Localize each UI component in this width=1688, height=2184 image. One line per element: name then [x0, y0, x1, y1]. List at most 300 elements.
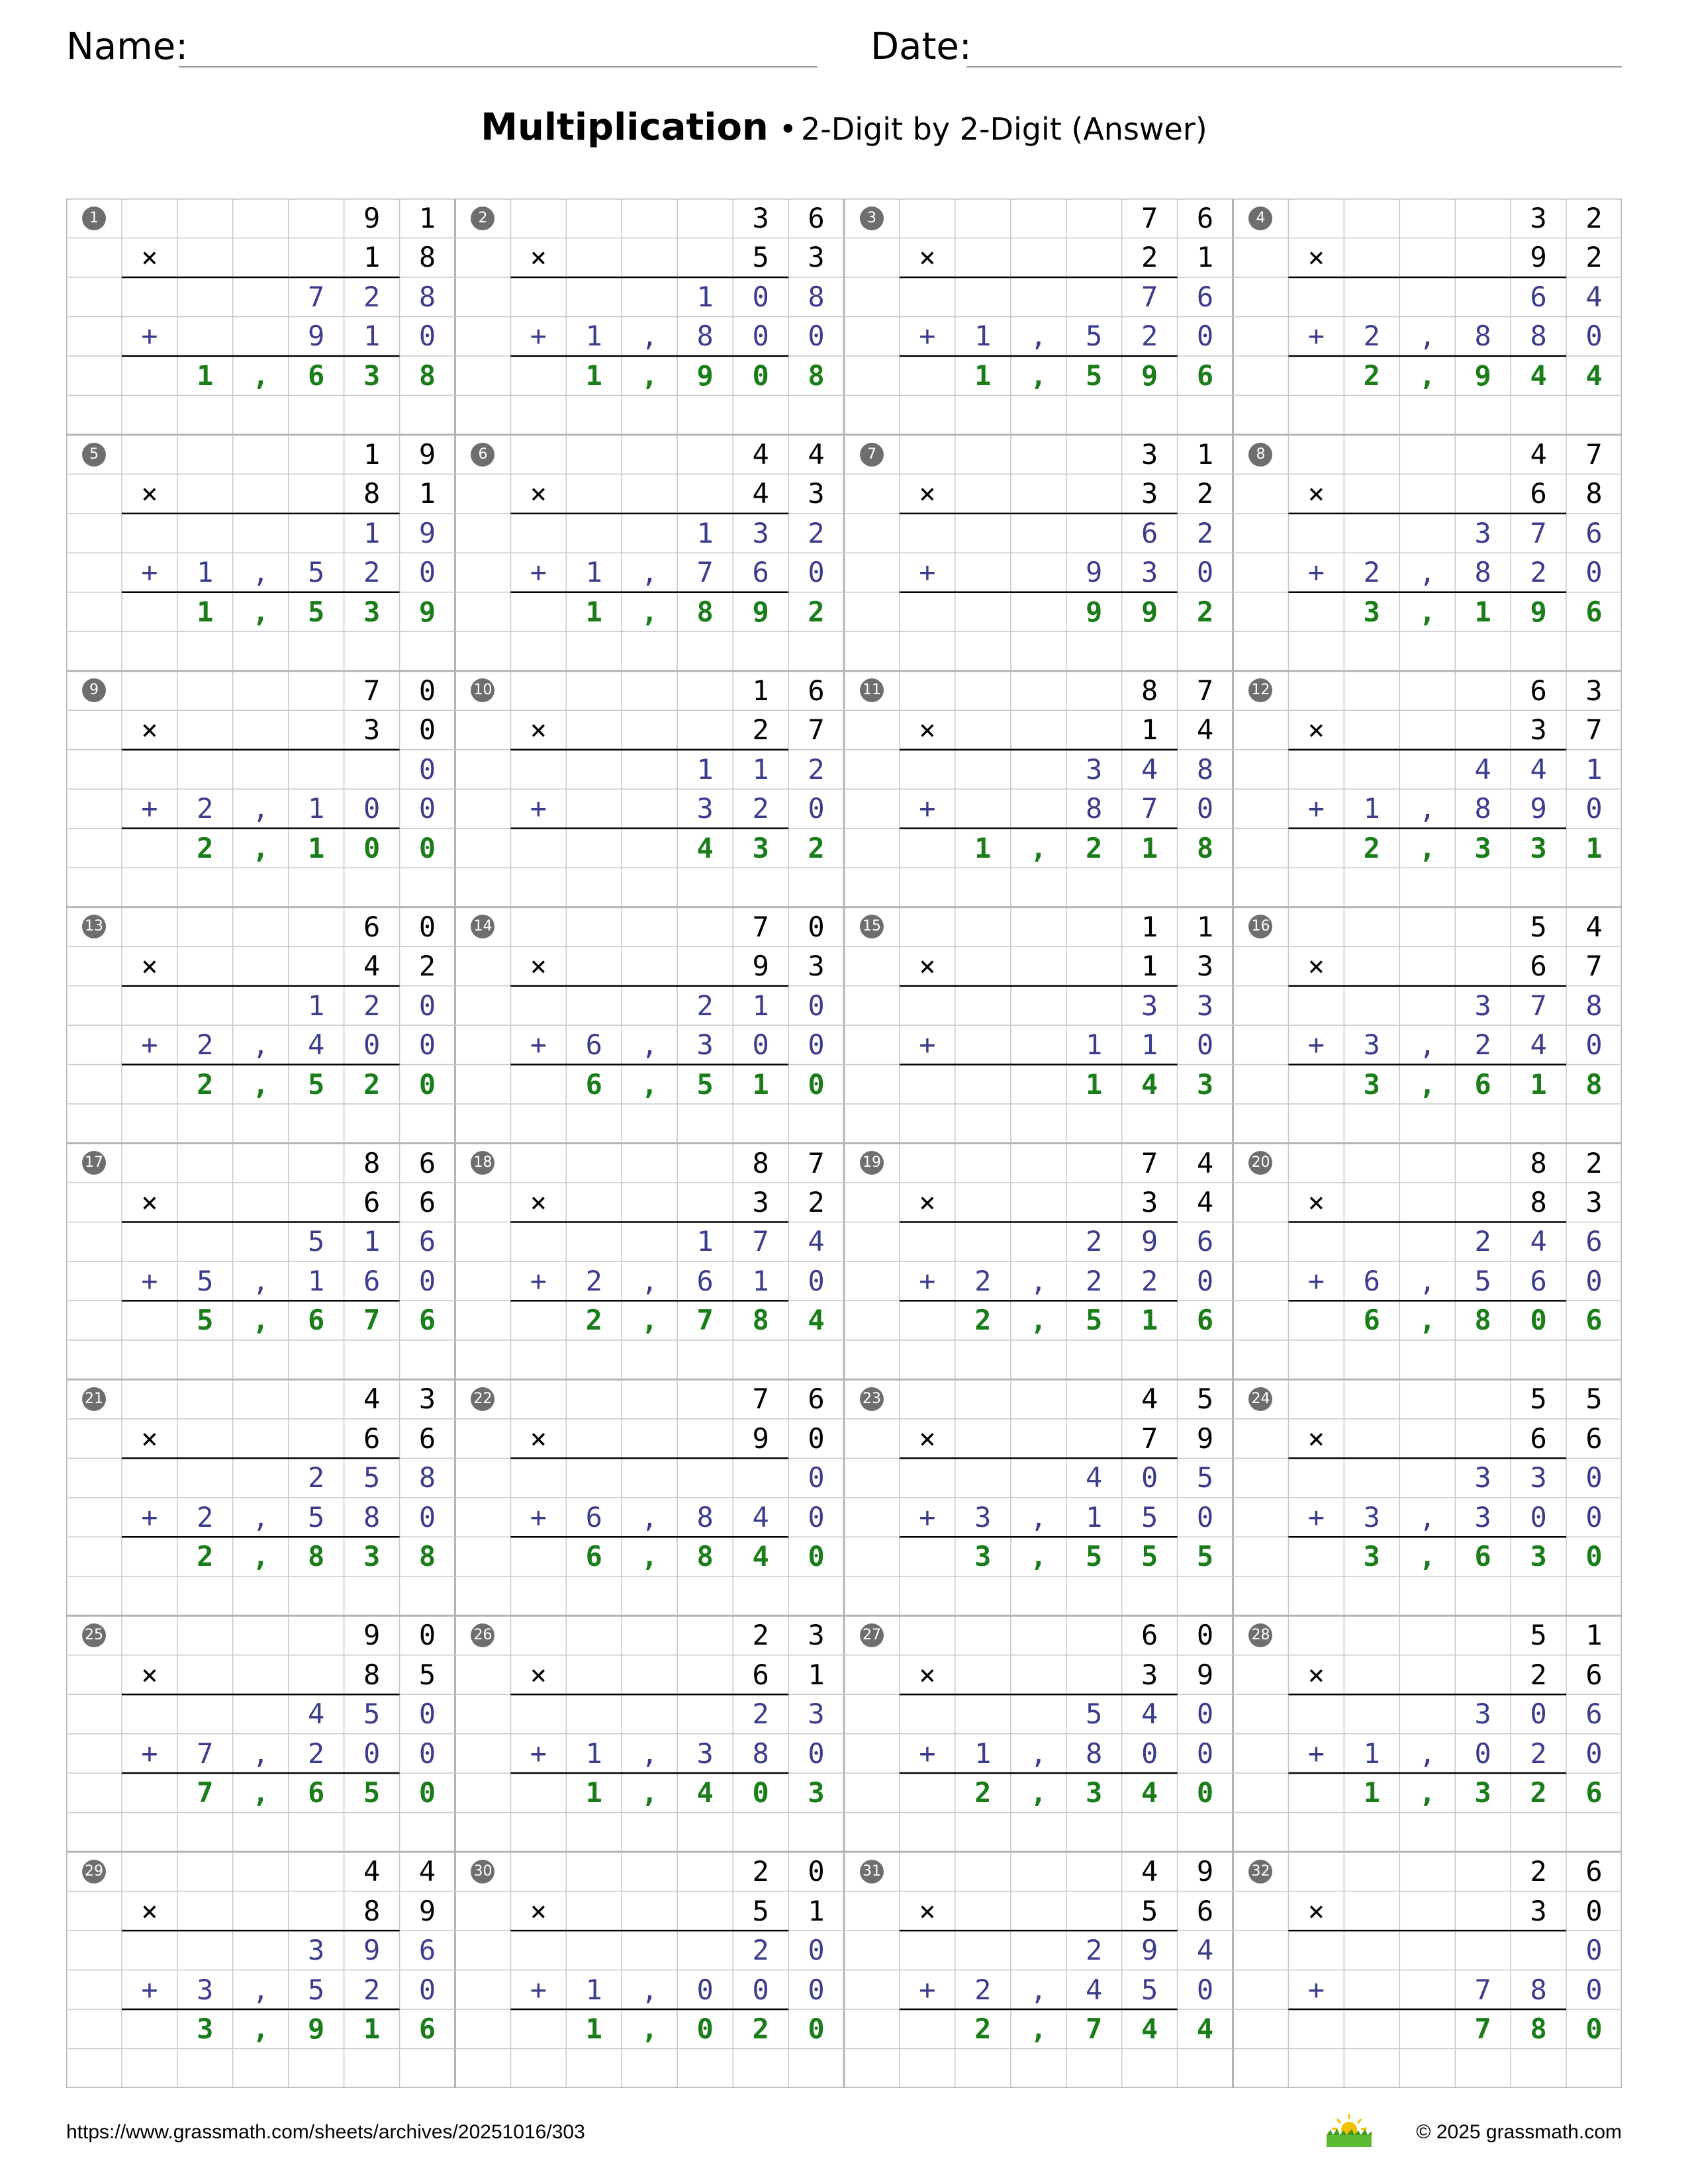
multiplier-digit: 2: [418, 950, 436, 983]
partial-product-digit: ,: [1419, 1500, 1436, 1533]
partial-product-digit: 1: [308, 792, 325, 825]
partial-product-digit: 5: [363, 1698, 381, 1731]
partial-product-digit: ,: [1030, 320, 1047, 353]
partial-product-digit: 2: [1363, 556, 1380, 589]
partial-product-digit: 1: [1086, 1028, 1103, 1062]
multiplier-digit: 1: [1141, 950, 1158, 983]
multiplicand-digit: 7: [752, 1383, 769, 1416]
partial-product-digit: 2: [363, 1973, 381, 2006]
date-line[interactable]: [966, 66, 1622, 68]
answer-digit: 0: [1530, 1304, 1547, 1337]
answer-digit: 4: [696, 1776, 714, 1809]
plus-sign: +: [530, 320, 547, 353]
multiplier-digit: 6: [1196, 1894, 1214, 1927]
answer-digit: 3: [1363, 595, 1380, 628]
partial-product-digit: 0: [1141, 1737, 1158, 1770]
answer-digit: ,: [641, 1304, 658, 1337]
partial-product-digit: 0: [418, 1973, 436, 2006]
answer-digit: 8: [752, 1304, 769, 1337]
answer-digit: 0: [808, 2013, 825, 2046]
partial-product-digit: ,: [1419, 792, 1436, 825]
multiplier-digit: 0: [1585, 1894, 1603, 1927]
partial-product-digit: 5: [308, 556, 325, 589]
partial-product-digit: 5: [363, 1461, 381, 1494]
answer-digit: 6: [1196, 1304, 1214, 1337]
partial-product-digit: 0: [1196, 1264, 1214, 1297]
partial-product-digit: 2: [363, 989, 381, 1022]
partial-product-digit: 8: [1196, 752, 1214, 786]
partial-product-digit: 2: [1141, 1264, 1158, 1297]
multiplicand-digit: 4: [1141, 1383, 1158, 1416]
partial-product-digit: ,: [252, 1500, 269, 1533]
times-sign: ×: [530, 713, 547, 747]
partial-product-digit: 3: [1474, 1461, 1491, 1494]
partial-product-digit: 6: [418, 1225, 436, 1258]
answer-digit: 7: [363, 1304, 381, 1337]
partial-product-digit: 8: [1474, 320, 1491, 353]
problem-number-badge: 20: [1248, 1151, 1272, 1175]
partial-product-digit: 0: [1196, 1028, 1214, 1062]
partial-product-digit: 5: [1086, 1698, 1103, 1731]
partial-product-digit: 2: [696, 989, 714, 1022]
times-sign: ×: [1307, 1894, 1325, 1927]
partial-product-digit: 1: [696, 1225, 714, 1258]
partial-product-digit: 6: [585, 1500, 602, 1533]
plus-sign: +: [1307, 792, 1325, 825]
answer-digit: 0: [752, 1776, 769, 1809]
answer-digit: 0: [363, 831, 381, 864]
multiplier-digit: 1: [808, 1658, 825, 1691]
problem-number-badge: 23: [860, 1387, 884, 1411]
answer-digit: 2: [197, 1540, 214, 1573]
multiplier-digit: 9: [752, 950, 769, 983]
answer-digit: 8: [808, 359, 825, 392]
plus-sign: +: [141, 1973, 158, 2006]
multiplier-digit: 6: [1530, 1422, 1547, 1455]
answer-digit: 2: [974, 2013, 992, 2046]
partial-product-digit: 4: [1141, 752, 1158, 786]
answer-digit: 1: [363, 2013, 381, 2046]
times-sign: ×: [1307, 950, 1325, 983]
partial-product-digit: 3: [197, 1973, 214, 2006]
plus-sign: +: [530, 1973, 547, 2006]
multiplicand-digit: 1: [1141, 910, 1158, 943]
partial-product-digit: 5: [308, 1973, 325, 2006]
answer-digit: 6: [1585, 1776, 1603, 1809]
answer-digit: 9: [308, 2013, 325, 2046]
multiplicand-digit: 8: [1530, 1146, 1547, 1179]
partial-product-digit: 6: [585, 1028, 602, 1062]
multiplier-digit: 4: [1196, 713, 1214, 747]
answer-digit: 1: [1474, 595, 1491, 628]
partial-product-digit: 0: [1196, 1973, 1214, 2006]
times-sign: ×: [1307, 477, 1325, 510]
partial-product-digit: 2: [1530, 1737, 1547, 1770]
answer-digit: 9: [418, 595, 436, 628]
multiplicand-digit: 3: [1585, 674, 1603, 707]
partial-product-digit: 1: [308, 1264, 325, 1297]
multiplicand-digit: 7: [1141, 202, 1158, 234]
answer-digit: 5: [696, 1068, 714, 1101]
partial-product-digit: 1: [696, 516, 714, 549]
partial-product-digit: 2: [308, 1461, 325, 1494]
answer-digit: 1: [974, 831, 992, 864]
partial-product-digit: 7: [197, 1737, 214, 1770]
partial-product-digit: ,: [1030, 1264, 1047, 1297]
partial-product-digit: 2: [1474, 1225, 1491, 1258]
answer-digit: ,: [1030, 1540, 1047, 1573]
answer-digit: 5: [197, 1304, 214, 1337]
problem-number-badge: 29: [82, 1860, 106, 1884]
multiplicand-digit: 0: [418, 910, 436, 943]
title-separator: •: [778, 111, 797, 147]
multiplicand-digit: 6: [808, 1383, 825, 1416]
answer-digit: 7: [197, 1776, 214, 1809]
answer-digit: ,: [1030, 831, 1047, 864]
partial-product-digit: 0: [1585, 1973, 1603, 2006]
answer-digit: 9: [1086, 595, 1103, 628]
multiplier-digit: 3: [1141, 477, 1158, 510]
answer-digit: 3: [1474, 831, 1491, 864]
partial-product-digit: 0: [363, 1028, 381, 1062]
partial-product-digit: 5: [308, 1225, 325, 1258]
problem-number-badge: 4: [1248, 206, 1272, 230]
plus-sign: +: [141, 1028, 158, 1062]
answer-digit: 3: [752, 831, 769, 864]
times-sign: ×: [141, 950, 158, 983]
multiplier-digit: 6: [363, 1185, 381, 1218]
multiplicand-digit: 5: [1530, 910, 1547, 943]
answer-digit: 3: [197, 2013, 214, 2046]
partial-product-digit: 2: [197, 792, 214, 825]
multiplicand-digit: 0: [808, 910, 825, 943]
multiplicand-digit: 3: [808, 1619, 825, 1652]
partial-product-digit: 0: [418, 556, 436, 589]
answer-digit: 2: [1196, 595, 1214, 628]
partial-product-digit: 5: [308, 1500, 325, 1533]
times-sign: ×: [530, 1894, 547, 1927]
answer-digit: 7: [1474, 2013, 1491, 2046]
multiplier-digit: 6: [752, 1658, 769, 1691]
footer-copyright: © 2025 grassmath.com: [1416, 2121, 1622, 2143]
multiplier-digit: 5: [418, 1658, 436, 1691]
partial-product-digit: 1: [197, 556, 214, 589]
plus-sign: +: [141, 1500, 158, 1533]
answer-digit: 1: [197, 359, 214, 392]
partial-product-digit: 6: [1363, 1264, 1380, 1297]
multiplier-digit: 3: [1585, 1185, 1603, 1218]
multiplier-digit: 6: [363, 1422, 381, 1455]
plus-sign: +: [1307, 1028, 1325, 1062]
partial-product-digit: 8: [1530, 320, 1547, 353]
plus-sign: +: [530, 556, 547, 589]
partial-product-digit: 9: [363, 1934, 381, 1967]
partial-product-digit: 3: [974, 1500, 992, 1533]
partial-product-digit: 1: [1086, 1500, 1103, 1533]
answer-digit: 2: [752, 2013, 769, 2046]
times-sign: ×: [141, 241, 158, 274]
partial-product-digit: 0: [808, 320, 825, 353]
partial-product-digit: 6: [1196, 1225, 1214, 1258]
multiplier-digit: 8: [363, 1658, 381, 1691]
multiplicand-digit: 3: [1530, 202, 1547, 234]
partial-product-digit: 4: [308, 1028, 325, 1062]
answer-digit: 5: [363, 1776, 381, 1809]
plus-sign: +: [919, 1737, 936, 1770]
multiplier-digit: 9: [1530, 241, 1547, 274]
partial-product-digit: ,: [641, 320, 658, 353]
answer-digit: 2: [1363, 359, 1380, 392]
partial-product-digit: 5: [1196, 1461, 1214, 1494]
partial-product-digit: 4: [1086, 1973, 1103, 2006]
partial-product-digit: 8: [418, 280, 436, 313]
problem-number-badge: 15: [860, 915, 884, 938]
partial-product-digit: 1: [1363, 1737, 1380, 1770]
multiplicand-digit: 7: [1196, 674, 1214, 707]
multiplicand-digit: 6: [808, 202, 825, 234]
partial-product-digit: 0: [1585, 1737, 1603, 1770]
name-label: Name:: [66, 25, 189, 68]
problem-number-badge: 7: [860, 443, 884, 467]
partial-product-digit: 3: [1474, 516, 1491, 549]
answer-digit: 7: [1086, 2013, 1103, 2046]
answer-digit: 2: [1086, 831, 1103, 864]
answer-digit: 1: [1363, 1776, 1380, 1809]
answer-digit: 5: [308, 1068, 325, 1101]
answer-digit: 1: [1585, 831, 1603, 864]
answer-digit: 8: [1474, 1304, 1491, 1337]
multiplicand-digit: 9: [418, 437, 436, 471]
partial-product-digit: 2: [1141, 320, 1158, 353]
partial-product-digit: 0: [1530, 1500, 1547, 1533]
times-sign: ×: [919, 1894, 936, 1927]
answer-digit: 1: [585, 359, 602, 392]
partial-product-digit: 7: [1141, 792, 1158, 825]
answer-digit: 2: [363, 1068, 381, 1101]
multiplier-digit: 3: [752, 1185, 769, 1218]
partial-product-digit: 7: [1474, 1973, 1491, 2006]
partial-product-digit: 0: [808, 989, 825, 1022]
partial-product-digit: 0: [808, 1934, 825, 1967]
multiplicand-digit: 7: [752, 910, 769, 943]
footer-url: https://www.grassmath.com/sheets/archives/20251016/303: [66, 2121, 585, 2143]
answer-digit: 8: [418, 359, 436, 392]
partial-product-digit: 0: [363, 1737, 381, 1770]
partial-product-digit: 1: [1363, 792, 1380, 825]
partial-product-digit: 5: [1141, 1500, 1158, 1533]
answer-digit: 6: [418, 2013, 436, 2046]
times-sign: ×: [141, 1185, 158, 1218]
plus-sign: +: [919, 1973, 936, 2006]
partial-product-digit: 1: [585, 320, 602, 353]
partial-product-digit: 9: [1530, 792, 1547, 825]
answer-digit: 5: [1086, 359, 1103, 392]
answer-digit: 4: [808, 1304, 825, 1337]
partial-product-digit: ,: [1030, 1737, 1047, 1770]
partial-product-digit: 7: [696, 556, 714, 589]
answer-digit: 1: [585, 1776, 602, 1809]
partial-product-digit: 3: [696, 792, 714, 825]
multiplicand-digit: 6: [808, 674, 825, 707]
partial-product-digit: ,: [641, 1973, 658, 2006]
answer-digit: 6: [1474, 1540, 1491, 1573]
partial-product-digit: 0: [418, 1264, 436, 1297]
partial-product-digit: ,: [641, 1028, 658, 1062]
partial-product-digit: 6: [1141, 516, 1158, 549]
partial-product-digit: 2: [363, 556, 381, 589]
partial-product-digit: 3: [1474, 989, 1491, 1022]
answer-digit: 2: [585, 1304, 602, 1337]
partial-product-digit: 9: [1086, 556, 1103, 589]
multiplier-digit: 7: [1585, 713, 1603, 747]
answer-digit: 2: [808, 831, 825, 864]
answer-digit: ,: [252, 359, 269, 392]
partial-product-digit: 0: [808, 1264, 825, 1297]
partial-product-digit: 0: [696, 1973, 714, 2006]
multiplicand-digit: 7: [363, 674, 381, 707]
plus-sign: +: [141, 556, 158, 589]
partial-product-digit: 0: [418, 792, 436, 825]
problem-number-badge: 12: [1248, 678, 1272, 702]
partial-product-digit: 2: [808, 752, 825, 786]
answer-digit: 3: [1086, 1776, 1103, 1809]
partial-product-digit: 0: [1196, 556, 1214, 589]
answer-digit: 0: [418, 1776, 436, 1809]
answer-digit: 5: [1141, 1540, 1158, 1573]
partial-product-digit: 0: [1585, 556, 1603, 589]
multiplier-digit: 6: [418, 1422, 436, 1455]
times-sign: ×: [530, 477, 547, 510]
answer-digit: ,: [641, 359, 658, 392]
answer-digit: 4: [1141, 1068, 1158, 1101]
date-label: Date:: [870, 25, 972, 68]
multiplicand-digit: 3: [418, 1383, 436, 1416]
multiplicand-digit: 1: [1196, 910, 1214, 943]
partial-product-digit: ,: [252, 1028, 269, 1062]
multiplier-digit: 1: [808, 1894, 825, 1927]
partial-product-digit: 4: [752, 1500, 769, 1533]
partial-product-digit: 9: [308, 320, 325, 353]
multiplicand-digit: 5: [1196, 1383, 1214, 1416]
partial-product-digit: 1: [974, 320, 992, 353]
partial-product-digit: ,: [252, 556, 269, 589]
answer-digit: ,: [252, 1540, 269, 1573]
partial-product-digit: 4: [1474, 752, 1491, 786]
partial-product-digit: 7: [1530, 989, 1547, 1022]
answer-digit: 6: [1585, 595, 1603, 628]
partial-product-digit: 3: [1474, 1698, 1491, 1731]
multiplicand-digit: 0: [418, 674, 436, 707]
plus-sign: +: [530, 1500, 547, 1533]
times-sign: ×: [141, 1658, 158, 1691]
problem-number-badge: 16: [1248, 915, 1272, 938]
partial-product-digit: 5: [1141, 1973, 1158, 2006]
answer-digit: 6: [308, 1304, 325, 1337]
partial-product-digit: 1: [308, 989, 325, 1022]
multiplier-digit: 1: [1141, 713, 1158, 747]
answer-digit: ,: [641, 1540, 658, 1573]
answer-digit: 1: [1141, 831, 1158, 864]
partial-product-digit: ,: [1419, 1028, 1436, 1062]
partial-product-digit: 3: [1363, 1500, 1380, 1533]
partial-product-digit: 2: [197, 1028, 214, 1062]
multiplicand-digit: 0: [418, 1619, 436, 1652]
plus-sign: +: [141, 1264, 158, 1297]
partial-product-digit: ,: [252, 792, 269, 825]
partial-product-digit: 8: [1530, 1973, 1547, 2006]
answer-digit: 3: [1363, 1068, 1380, 1101]
partial-product-digit: 1: [974, 1737, 992, 1770]
answer-digit: 9: [696, 359, 714, 392]
partial-product-digit: 0: [1141, 1461, 1158, 1494]
answer-digit: 5: [1086, 1540, 1103, 1573]
multiplicand-digit: 5: [1530, 1619, 1547, 1652]
plus-sign: +: [919, 1028, 936, 1062]
partial-product-digit: 2: [752, 1934, 769, 1967]
answer-digit: 0: [808, 1068, 825, 1101]
plus-sign: +: [530, 792, 547, 825]
times-sign: ×: [919, 713, 936, 747]
partial-product-digit: 0: [808, 792, 825, 825]
times-sign: ×: [1307, 713, 1325, 747]
partial-product-digit: 2: [808, 516, 825, 549]
problem-number-badge: 14: [471, 915, 494, 938]
answer-digit: 7: [696, 1304, 714, 1337]
times-sign: ×: [530, 241, 547, 274]
multiplier-digit: 9: [1196, 1422, 1214, 1455]
answer-digit: 0: [1585, 2013, 1603, 2046]
multiplicand-digit: 7: [1141, 1146, 1158, 1179]
partial-product-digit: ,: [1030, 1500, 1047, 1533]
answer-digit: 9: [1474, 359, 1491, 392]
multiplier-digit: 7: [808, 713, 825, 747]
answer-digit: 4: [1530, 359, 1547, 392]
answer-digit: ,: [1030, 1776, 1047, 1809]
answer-digit: 1: [308, 831, 325, 864]
name-line[interactable]: [179, 66, 818, 68]
plus-sign: +: [919, 320, 936, 353]
times-sign: ×: [919, 1658, 936, 1691]
partial-product-digit: 6: [1585, 1225, 1603, 1258]
times-sign: ×: [1307, 1185, 1325, 1218]
answer-digit: 2: [974, 1304, 992, 1337]
partial-product-digit: 3: [1141, 556, 1158, 589]
answer-digit: 4: [1196, 2013, 1214, 2046]
partial-product-digit: 1: [752, 989, 769, 1022]
times-sign: ×: [530, 1658, 547, 1691]
partial-product-digit: 7: [1141, 280, 1158, 313]
partial-product-digit: 3: [308, 1934, 325, 1967]
partial-product-digit: 0: [808, 1737, 825, 1770]
partial-product-digit: ,: [1419, 556, 1436, 589]
answer-digit: ,: [252, 831, 269, 864]
partial-product-digit: 2: [974, 1264, 992, 1297]
answer-digit: 8: [696, 1540, 714, 1573]
plus-sign: +: [530, 1737, 547, 1770]
multiplicand-digit: 0: [1196, 1619, 1214, 1652]
partial-product-digit: ,: [252, 1973, 269, 2006]
plus-sign: +: [1307, 320, 1325, 353]
partial-product-digit: 0: [752, 320, 769, 353]
answer-digit: 9: [1141, 359, 1158, 392]
partial-product-digit: 1: [1585, 752, 1603, 786]
multiplier-digit: 6: [418, 1185, 436, 1218]
plus-sign: +: [919, 556, 936, 589]
multiplier-digit: 5: [1141, 1894, 1158, 1927]
multiplicand-digit: 8: [363, 1146, 381, 1179]
plus-sign: +: [141, 1737, 158, 1770]
multiplicand-digit: 2: [752, 1855, 769, 1888]
